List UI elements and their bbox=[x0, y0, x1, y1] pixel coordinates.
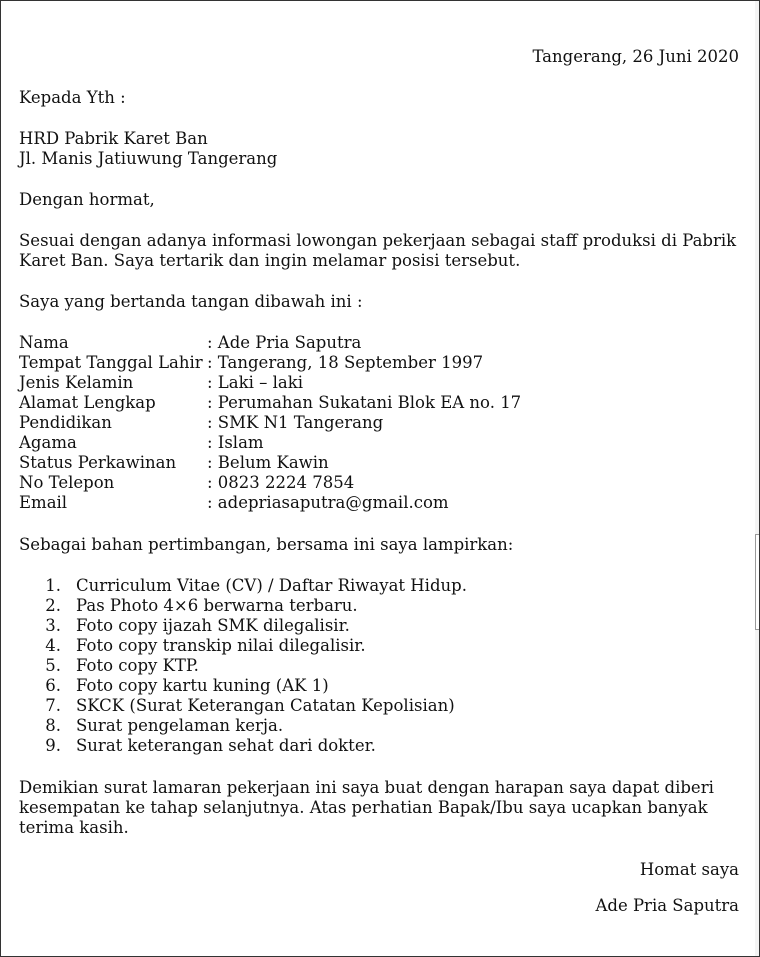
recipient-address: Jl. Manis Jatiuwung Tangerang bbox=[19, 149, 278, 168]
identity-row bbox=[19, 333, 739, 353]
list-number: 9. bbox=[45, 736, 61, 755]
list-item bbox=[19, 596, 739, 616]
list-item bbox=[19, 736, 739, 756]
list-text: Foto copy ijazah SMK dilegalisir. bbox=[76, 616, 350, 635]
identity-row bbox=[19, 453, 739, 473]
identity-label: Email bbox=[19, 493, 68, 512]
sign-off: Homat saya bbox=[639, 860, 739, 879]
identity-row bbox=[19, 393, 739, 413]
list-number: 7. bbox=[45, 696, 61, 715]
recipient-intro: Kepada Yth : bbox=[19, 88, 126, 107]
list-text: SKCK (Surat Keterangan Catatan Kepolisian) bbox=[76, 696, 455, 715]
list-item bbox=[19, 676, 739, 696]
list-item bbox=[19, 636, 739, 656]
list-text: Pas Photo 4×6 berwarna terbaru. bbox=[76, 596, 358, 615]
identity-intro: Saya yang bertanda tangan dibawah ini : bbox=[19, 292, 363, 311]
place-date: Tangerang, 26 Juni 2020 bbox=[532, 47, 739, 66]
list-number: 5. bbox=[45, 656, 61, 675]
list-number: 8. bbox=[45, 716, 61, 735]
closing-paragraph: Demikian surat lamaran pekerjaan ini saya buat dengan harapan saya dapat diberi kesempatan ke tahap selanjutnya. Atas perhatian Bapak/Ibu saya ucapkan banyak terima kasih. bbox=[19, 778, 714, 837]
identity-value: : adepriasaputra@gmail.com bbox=[207, 493, 449, 512]
identity-row bbox=[19, 493, 739, 513]
identity-label: Jenis Kelamin bbox=[19, 373, 134, 392]
attachments-intro: Sebagai bahan pertimbangan, bersama ini saya lampirkan: bbox=[19, 535, 514, 554]
opening-paragraph: Sesuai dengan adanya informasi lowongan pekerjaan sebagai staff produksi di Pabrik Karet Ban. Saya tertarik dan ingin melamar posisi tersebut. bbox=[19, 231, 737, 270]
list-number: 3. bbox=[45, 616, 61, 635]
list-number: 2. bbox=[45, 596, 61, 615]
identity-value: : 0823 2224 7854 bbox=[207, 473, 355, 492]
identity-label: Pendidikan bbox=[19, 413, 112, 432]
signer-name: Ade Pria Saputra bbox=[595, 896, 739, 915]
recipient-name: HRD Pabrik Karet Ban bbox=[19, 129, 208, 148]
list-number: 6. bbox=[45, 676, 61, 695]
identity-value: : Tangerang, 18 September 1997 bbox=[207, 353, 484, 372]
list-text: Surat pengelaman kerja. bbox=[76, 716, 284, 735]
identity-row bbox=[19, 353, 739, 373]
identity-row bbox=[19, 473, 739, 493]
list-text: Surat keterangan sehat dari dokter. bbox=[76, 736, 376, 755]
list-item bbox=[19, 696, 739, 716]
scrollbar-thumb[interactable] bbox=[755, 534, 759, 630]
identity-value: : Perumahan Sukatani Blok EA no. 17 bbox=[207, 393, 522, 412]
list-item bbox=[19, 616, 739, 636]
identity-label: No Telepon bbox=[19, 473, 115, 492]
list-item bbox=[19, 576, 739, 596]
list-text: Foto copy kartu kuning (AK 1) bbox=[76, 676, 329, 695]
identity-value: : Laki – laki bbox=[207, 373, 304, 392]
identity-row bbox=[19, 373, 739, 393]
identity-value: : SMK N1 Tangerang bbox=[207, 413, 384, 432]
scrollbar-track[interactable] bbox=[755, 1, 759, 956]
identity-label: Nama bbox=[19, 333, 69, 352]
identity-row bbox=[19, 413, 739, 433]
identity-row bbox=[19, 433, 739, 453]
identity-value: : Belum Kawin bbox=[207, 453, 329, 472]
identity-label: Tempat Tanggal Lahir bbox=[19, 353, 203, 372]
attachment-list bbox=[19, 576, 739, 756]
identity-label: Alamat Lengkap bbox=[19, 393, 156, 412]
list-item bbox=[19, 656, 739, 676]
list-text: Foto copy transkip nilai dilegalisir. bbox=[76, 636, 366, 655]
identity-table bbox=[19, 333, 739, 513]
identity-value: : Ade Pria Saputra bbox=[207, 333, 362, 352]
list-text: Curriculum Vitae (CV) / Daftar Riwayat Hidup. bbox=[76, 576, 467, 595]
list-number: 1. bbox=[45, 576, 61, 595]
salutation: Dengan hormat, bbox=[19, 190, 155, 209]
list-item bbox=[19, 716, 739, 736]
identity-value: : Islam bbox=[207, 433, 264, 452]
list-number: 4. bbox=[45, 636, 61, 655]
identity-label: Agama bbox=[19, 433, 77, 452]
identity-label: Status Perkawinan bbox=[19, 453, 177, 472]
list-text: Foto copy KTP. bbox=[76, 656, 199, 675]
